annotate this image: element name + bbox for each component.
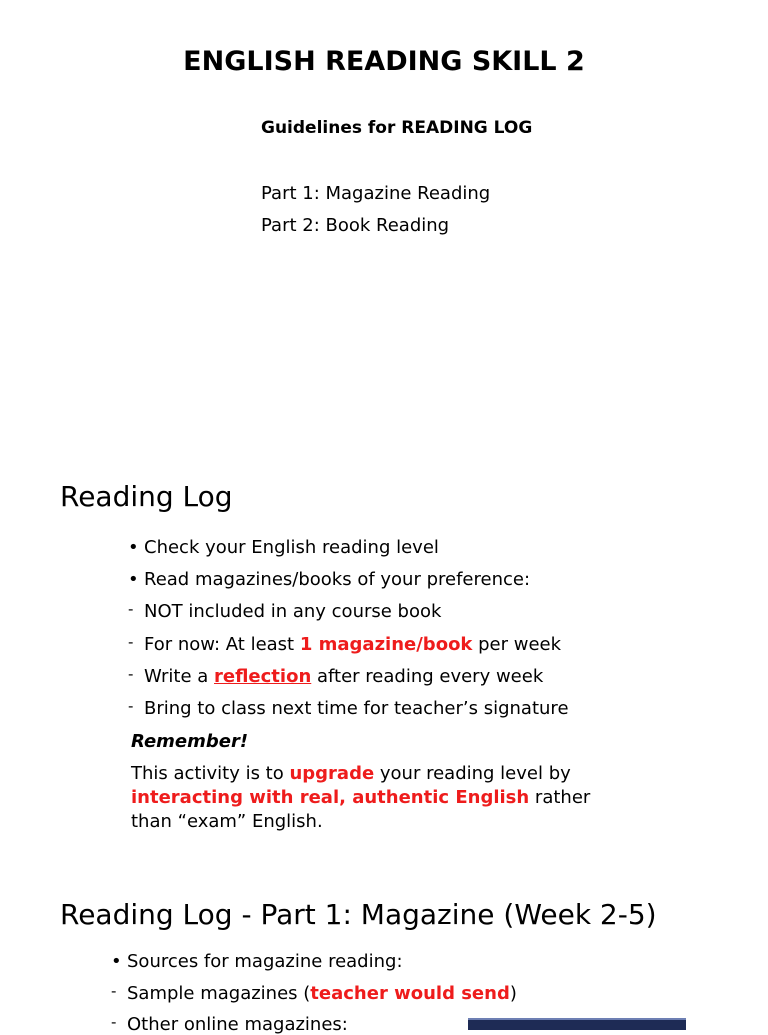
dash-icon: - xyxy=(111,982,117,1000)
list-item-text: Bring to class next time for teacher’s signature xyxy=(144,698,569,719)
paragraph-text: This activity is to xyxy=(131,763,290,784)
list-item-text: ) xyxy=(509,983,517,1004)
remember-paragraph xyxy=(131,762,611,834)
list-item xyxy=(128,537,439,558)
authentic-english-highlight: interacting with real, authentic English xyxy=(131,787,530,808)
slide1-subtitle: Guidelines for READING LOG xyxy=(261,118,533,138)
list-item xyxy=(111,1014,348,1035)
list-item xyxy=(128,569,530,590)
list-item-text: after reading every week xyxy=(311,666,544,687)
magazine-thumbnail xyxy=(468,1018,686,1030)
bullet-icon: • xyxy=(128,537,139,558)
part2-label: Part 2: Book Reading xyxy=(261,215,450,236)
bullet-icon: • xyxy=(111,951,122,972)
list-item xyxy=(111,983,517,1004)
dash-icon: - xyxy=(128,633,134,651)
bullet-icon: • xyxy=(128,569,139,590)
list-item xyxy=(128,666,543,687)
list-item-text: Write a xyxy=(144,666,214,687)
list-item-text: per week xyxy=(472,634,562,655)
list-item xyxy=(111,951,403,972)
dash-icon: - xyxy=(128,600,134,618)
reading-log-heading: Reading Log xyxy=(60,480,233,513)
list-item-text: Read magazines/books of your preference: xyxy=(144,569,531,590)
list-item-text: Other online magazines: xyxy=(127,1014,348,1035)
remember-label: Remember! xyxy=(131,731,249,752)
dash-icon: - xyxy=(128,697,134,715)
upgrade-highlight: upgrade xyxy=(289,763,375,784)
list-item xyxy=(128,698,569,719)
dash-icon: - xyxy=(128,665,134,683)
highlight-text: 1 magazine/book xyxy=(299,634,473,655)
list-item xyxy=(128,601,441,622)
dash-icon: - xyxy=(111,1013,117,1031)
paragraph-text: your reading level by xyxy=(374,763,571,784)
list-item-text: Sources for magazine reading: xyxy=(127,951,403,972)
paragraph-text: rather than “exam” English. xyxy=(131,787,591,832)
part1-magazine-heading: Reading Log - Part 1: Magazine (Week 2-5) xyxy=(60,898,657,931)
list-item xyxy=(128,634,561,655)
slide1-title: ENGLISH READING SKILL 2 xyxy=(183,46,585,77)
list-item-text: Check your English reading level xyxy=(144,537,439,558)
part1-label: Part 1: Magazine Reading xyxy=(261,183,491,204)
reflection-highlight: reflection xyxy=(214,666,312,687)
teacher-send-highlight: teacher would send xyxy=(310,983,510,1004)
list-item-text: NOT included in any course book xyxy=(144,601,442,622)
list-item-text: For now: At least xyxy=(144,634,300,655)
list-item-text: Sample magazines ( xyxy=(127,983,311,1004)
